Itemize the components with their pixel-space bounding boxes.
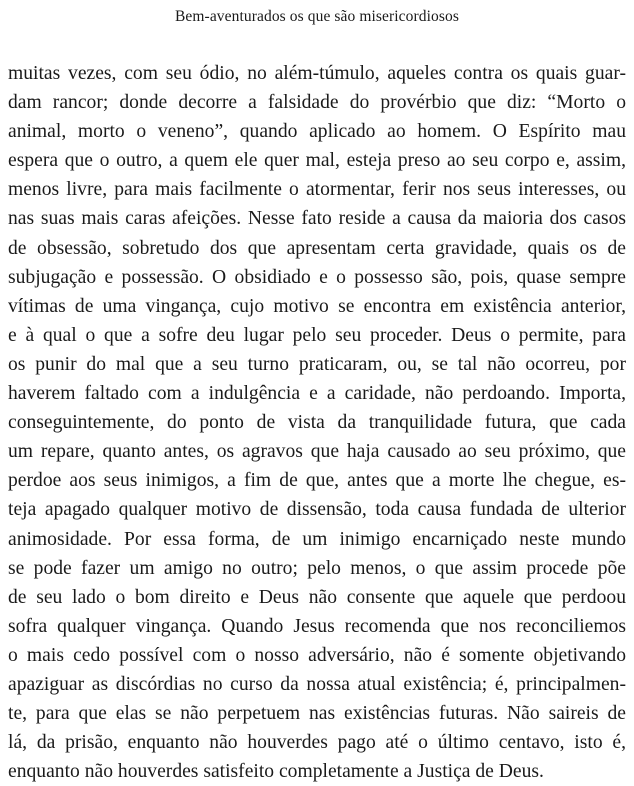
text-line: se pode fazer um amigo no outro; pelo menos, o que assim procede põe: [8, 557, 626, 579]
text-line: dam rancor; donde decorre a falsidade do provérbio que diz: “Morto o: [8, 92, 626, 114]
text-line: apaziguar as discórdias no curso da nossa atual existência; é, principalmen-: [8, 673, 626, 695]
text-line: o mais cedo possível com o nosso adversário, não é somente objetivando: [8, 644, 626, 666]
text-line: lá, da prisão, enquanto não houverdes pago até o último centavo, isto é,: [8, 732, 626, 754]
text-line: espera que o outro, a quem ele quer mal, esteja preso ao seu corpo e, assim,: [8, 150, 626, 172]
text-line: animosidade. Por essa forma, de um inimigo encarniçado neste mundo: [8, 528, 626, 550]
text-line: de obsessão, sobretudo dos que apresentam certa gravidade, quais os de: [8, 237, 626, 259]
text-line: de seu lado o bom direito e Deus não consente que aquele que perdoou: [8, 586, 626, 608]
text-line: enquanto não houverdes satisfeito completamente a Justiça de Deus.: [8, 761, 544, 783]
text-line: e à qual o que a sofre deu lugar pelo seu proceder. Deus o permite, para: [8, 324, 626, 346]
text-line: animal, morto o veneno”, quando aplicado ao homem. O Espírito mau: [8, 121, 626, 143]
running-header: Bem-aventurados os que são misericordiosos: [174, 8, 459, 25]
text-line: sofra qualquer vingança. Quando Jesus recomenda que nos reconciliemos: [8, 615, 626, 637]
text-line: os punir do mal que a seu turno praticaram, ou, se tal não ocorreu, por: [8, 353, 626, 375]
text-line: perdoe aos seus inimigos, a fim de que, antes que a morte lhe chegue, es-: [8, 470, 626, 492]
text-line: teja apagado qualquer motivo de dissensão, toda causa fundada de ulterior: [8, 499, 626, 521]
text-line: muitas vezes, com seu ódio, no além-túmulo, aqueles contra os quais guar-: [8, 63, 626, 84]
text-line: menos livre, para mais facilmente o atormentar, ferir nos seus interesses, ou: [8, 179, 626, 201]
text-line: conseguintemente, do ponto de vista da tranquilidade futura, que cada: [8, 412, 626, 434]
text-line: nas suas mais caras afeições. Nesse fato reside a causa da maioria dos casos: [8, 208, 626, 230]
text-line: vítimas de uma vingança, cujo motivo se encontra em existência anterior,: [8, 295, 626, 317]
text-line: um repare, quanto antes, os agravos que haja causado ao seu próximo, que: [8, 441, 626, 463]
body-paragraph: [8, 59, 626, 786]
text-line: te, para que elas se não perpetuem nas existências futuras. Não saireis de: [8, 703, 626, 725]
text-line: subjugação e possessão. O obsidiado e o possesso são, pois, quase sempre: [8, 266, 626, 288]
text-line: haverem faltado com a indulgência e a caridade, não perdoando. Importa,: [8, 383, 626, 405]
